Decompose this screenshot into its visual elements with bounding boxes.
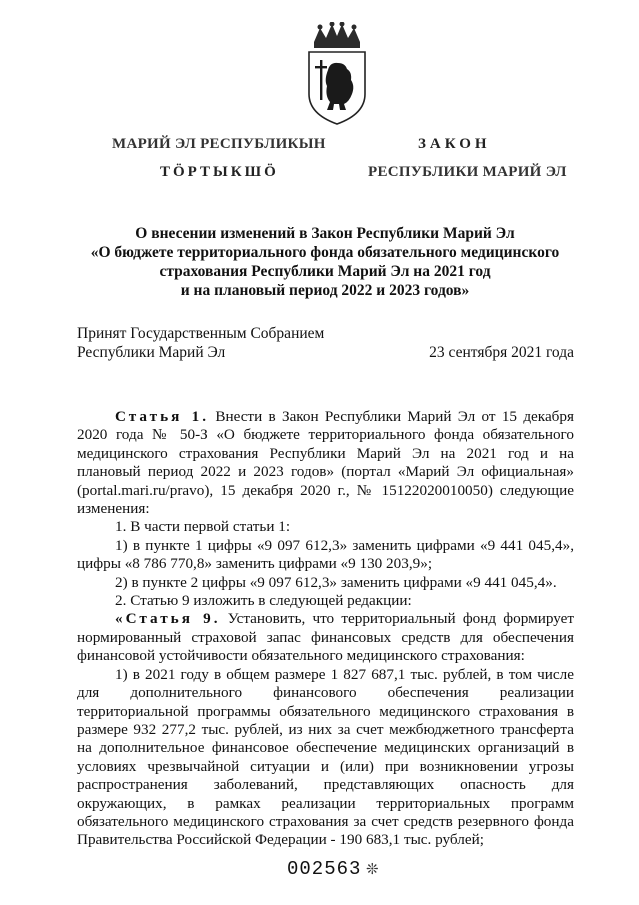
document-title (60, 224, 590, 300)
header-right-republic: РЕСПУБЛИКИ МАРИЙ ЭЛ (368, 164, 567, 180)
adopted-line: Принят Государственным Собранием (77, 325, 325, 342)
list-item: 2) в пункте 2 цифры «9 097 612,3» заменить цифрами «9 441 045,4». (115, 573, 557, 591)
header-left-republic: МАРИЙ ЭЛ РЕСПУБЛИКЫН (112, 136, 326, 152)
ornament-icon: ❊ (366, 862, 379, 878)
serial-number: 002563 (287, 858, 362, 880)
header-right-law: ЗАКОН (418, 136, 491, 152)
document-body (77, 408, 574, 850)
title-line: и на плановый период 2022 и 2023 годов» (180, 282, 470, 299)
title-line: О внесении изменений в Закон Республики Марий Эл (135, 225, 515, 242)
title-line: «О бюджете территориального фонда обязательного медицинского (90, 244, 560, 261)
header-left-decree: ТӦРТЫКШӦ (160, 164, 279, 180)
quoted-article-paragraph (77, 610, 574, 665)
adopted-line: Республики Марий Эл (77, 344, 226, 361)
article-1-paragraph (77, 408, 574, 518)
list-item: 1. В части первой статьи 1: (115, 518, 291, 536)
adopted-date: 23 сентября 2021 года (429, 344, 574, 361)
list-item: 1) в пункте 1 цифры «9 097 612,3» заменить цифрами «9 441 045,4», цифры «8 786 770,8» заменить цифрами «9 130 203,9»; (77, 536, 574, 573)
list-item: 2. Статью 9 изложить в следующей редакции: (115, 592, 412, 610)
quoted-article-heading: «Статья 9. (115, 610, 221, 628)
list-item: 1) в 2021 году в общем размере 1 827 687,1 тыс. рублей, в том числе для дополнительного финансового обеспечения реализации территориальной программы обязательного медицинского страхования в размере 932 277,2 тыс. рублей, из них за счет межбюджетного трансферта на дополнительное финансовое обеспечение медицинских организаций в условиях чрезвычайной ситуации и (или) при возникновении угрозы распространения заболеваний, представляющих опасность для окружающих, в рамках реализации территориальных программ обязательного медицинского страхования за счет средств резервного фонда Правительства Российской Федерации - 190 683,1 тыс. рублей; (77, 665, 574, 849)
adopted-by (77, 324, 324, 362)
article-1-heading: Статья 1. (115, 408, 210, 425)
quoted-article-text: Установить, что территориальный фонд формирует нормированный страховой запас финансовых средств для обеспечения финансовой устойчивости обязательного медицинского страхования: (77, 610, 574, 665)
title-line: страхования Республики Марий Эл на 2021 год (159, 263, 491, 280)
article-1-text: Внести в Закон Республики Марий Эл от 15 декабря 2020 года № 50-З «О бюджете территориального фонда обязательного медицинского страхования Республики Марий Эл на 2021 год и на плановый период 2022 и 2023 годов» (портал «Марий Эл официальная» (portal.mari.ru/pravo), 15 декабря 2020 г., № 15122020010050) следующие изменения: (77, 408, 574, 518)
coat-of-arms-emblem (300, 22, 374, 126)
